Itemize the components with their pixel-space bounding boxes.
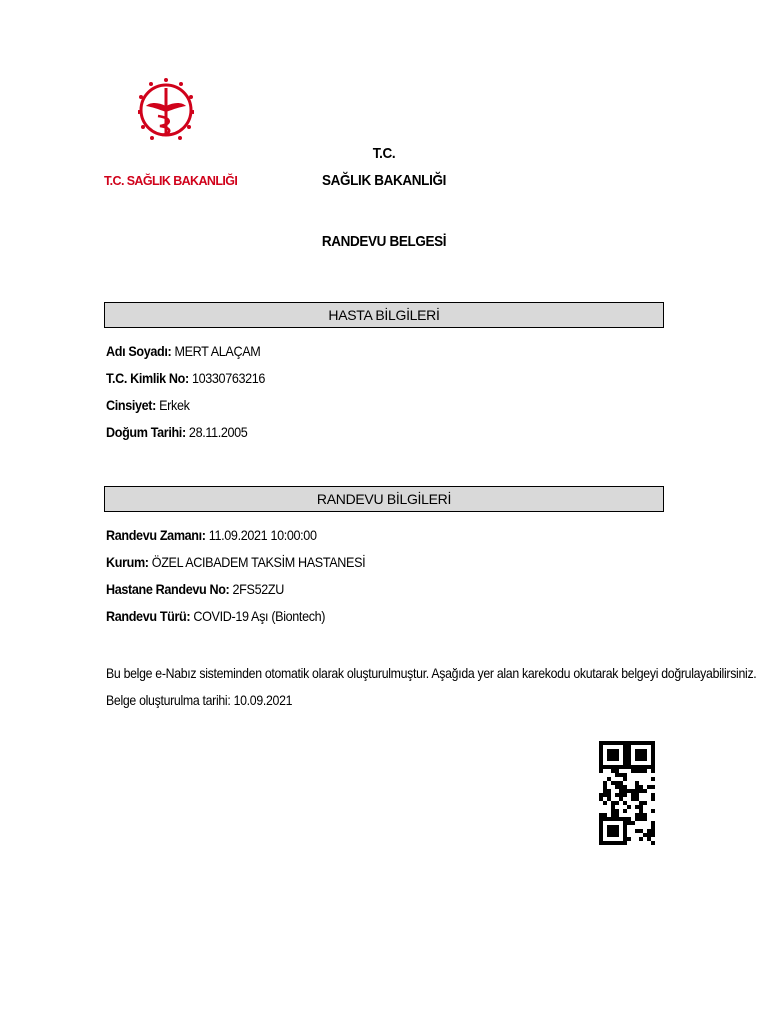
qr-code: [599, 741, 655, 845]
document-title: RANDEVU BELGESİ: [321, 233, 447, 250]
creation-date: Belge oluşturulma tarihi: 10.09.2021: [106, 692, 293, 708]
appointment-type-row: [106, 608, 325, 624]
qr-code-icon: [599, 741, 655, 845]
appointment-time-row: [106, 527, 317, 543]
institution-value: ÖZEL ACIBADEM TAKSİM HASTANESİ: [148, 554, 366, 570]
patient-id-label: T.C. Kimlik No:: [106, 370, 189, 386]
header-tc: T.C.: [372, 145, 396, 162]
patient-birth-label: Doğum Tarihi:: [106, 424, 186, 440]
logo-text: T.C. SAĞLIK BAKANLIĞI: [104, 174, 238, 188]
appointment-time-label: Randevu Zamanı:: [106, 527, 206, 543]
patient-name-row: [106, 343, 260, 359]
patient-name-label: Adı Soyadı:: [106, 343, 172, 359]
hospital-no-row: [106, 581, 284, 597]
patient-birth-row: [106, 424, 247, 440]
verification-note: Bu belge e-Nabız sisteminden otomatik olarak oluşturulmuştur. Aşağıda yer alan karekodu okutarak belgeyi doğrulayabilirsiniz.: [106, 665, 757, 681]
hospital-no-label: Hastane Randevu No:: [106, 581, 230, 597]
appointment-type-label: Randevu Türü:: [106, 608, 191, 624]
patient-id-row: [106, 370, 265, 386]
header-ministry: SAĞLIK BAKANLIĞI: [321, 172, 446, 189]
institution-row: [106, 554, 365, 570]
patient-birth-value: 28.11.2005: [185, 424, 248, 440]
patient-gender-label: Cinsiyet:: [106, 397, 156, 413]
appointment-section-header: RANDEVU BİLGİLERİ: [104, 486, 664, 512]
patient-section-header: HASTA BİLGİLERİ: [104, 302, 664, 328]
appointment-time-value: 11.09.2021 10:00:00: [205, 527, 317, 543]
patient-name-value: MERT ALAÇAM: [171, 343, 261, 359]
appointment-type-value: COVID-19 Aşı (Biontech): [190, 608, 326, 624]
institution-label: Kurum:: [106, 554, 149, 570]
hospital-no-value: 2FS52ZU: [229, 581, 284, 597]
patient-gender-value: Erkek: [155, 397, 190, 413]
patient-gender-row: [106, 397, 190, 413]
patient-id-value: 10330763216: [188, 370, 266, 386]
